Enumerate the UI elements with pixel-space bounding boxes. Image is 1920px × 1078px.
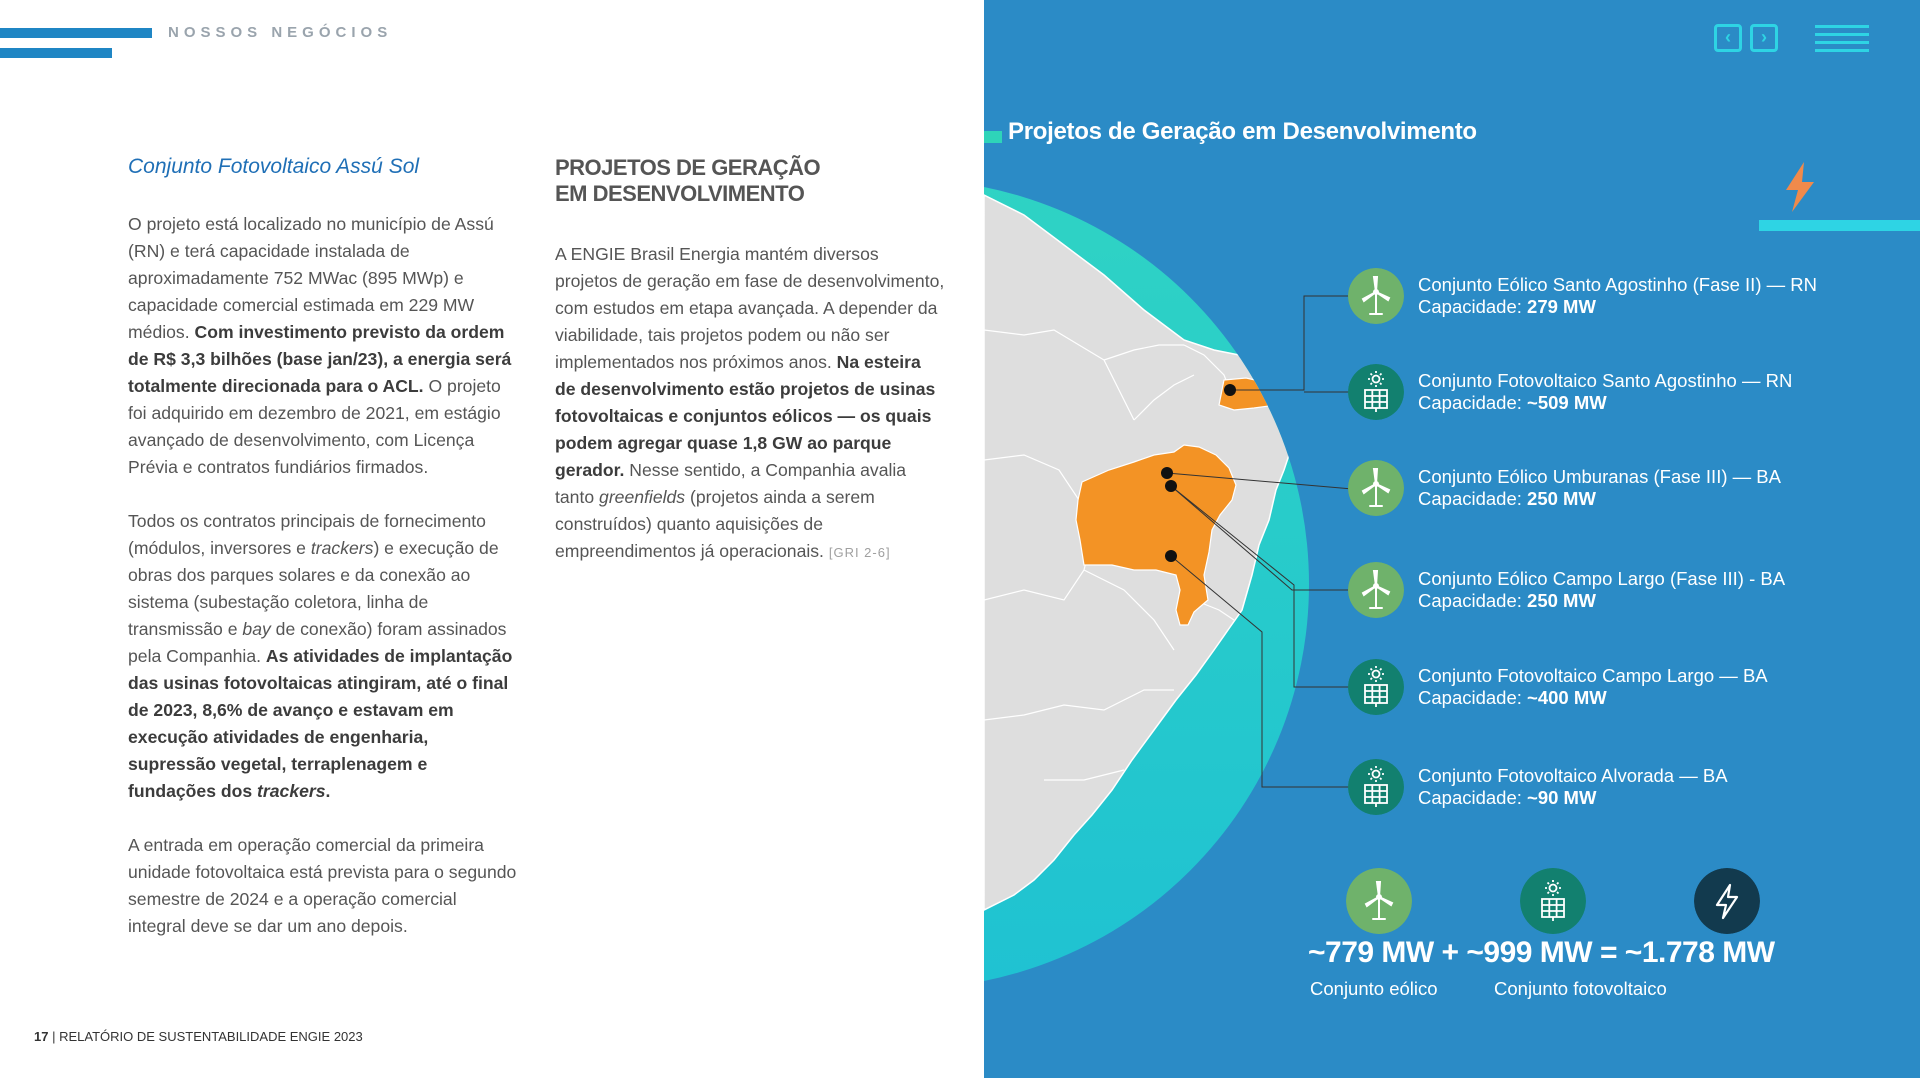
projetos-column [555,155,945,593]
gri-tag: [GRI 2-6] [828,545,891,560]
chevron-right-icon: › [1761,27,1767,47]
section-label: NOSSOS NEGÓCIOS [168,24,393,41]
chevron-left-icon: ‹ [1725,27,1731,47]
project-name: Conjunto Eólico Santo Agostinho (Fase II) — RN [1418,274,1817,295]
bolt-total-icon [1694,868,1760,934]
project-capacity: Capacidade: ~400 MW [1418,687,1607,708]
assu-column [128,155,518,967]
project-name: Conjunto Fotovoltaico Alvorada — BA [1418,765,1728,786]
solar-total-icon [1520,868,1586,934]
project-capacity: Capacidade: 250 MW [1418,488,1596,509]
solar-panel-icon [1348,659,1404,715]
project-capacity: Capacidade: 279 MW [1418,296,1596,317]
page-footer: 17 | RELATÓRIO DE SUSTENTABILIDADE ENGIE 2023 [34,1029,363,1044]
project-name: Conjunto Eólico Umburanas (Fase III) — BA [1418,466,1781,487]
right-title: Projetos de Geração em Desenvolvimento [1008,118,1477,145]
wind-total-icon [1346,868,1412,934]
wind-turbine-icon [1348,562,1404,618]
title-accent [984,131,1002,143]
assu-paragraph-3: A entrada em operação comercial da primeira unidade fotovoltaica está prevista para o segundo semestre de 2024 e a operação comercial integral deve se dar um ano depois. [128,835,517,936]
header-bar-top [0,28,152,38]
total-capacity: ~779 MW + ~999 MW = ~1.778 MW [1308,936,1775,969]
project-name: Conjunto Fotovoltaico Campo Largo — BA [1418,665,1768,686]
project-name: Conjunto Eólico Campo Largo (Fase III) - BA [1418,568,1786,589]
next-page-button[interactable] [1750,24,1778,52]
menu-button[interactable] [1815,25,1869,57]
wind-turbine-icon [1348,268,1404,324]
wind-total-label: Conjunto eólico [1310,978,1438,999]
prev-page-button[interactable] [1714,24,1742,52]
header-bar-bottom [0,48,112,58]
solar-panel-icon [1348,759,1404,815]
project-name: Conjunto Fotovoltaico Santo Agostinho — RN [1418,370,1793,391]
assu-heading: Conjunto Fotovoltaico Assú Sol [128,155,420,178]
page-number: 17 [34,1029,49,1044]
project-capacity: Capacidade: 250 MW [1418,590,1596,611]
wind-turbine-icon [1348,460,1404,516]
accent-line [1759,220,1920,231]
assu-paragraph-2: Todos os contratos principais de fornecimento (módulos, inversores e trackers) e execução de obras dos parques solares e da conexão ao sistema (subestação coletora, linha de transmissão e bay de conexão) foram assinados pela Companhia. As atividades de implantação das usinas fotovoltaicas atingiram, até o final de 2023, 8,6% de avanço e estavam em execução atividades de engenharia, supressão vegetal, terraplenagem e fundações dos trackers. [128,511,513,801]
assu-paragraph-1: O projeto está localizado no município de Assú (RN) e terá capacidade instalada de aproximadamente 752 MWac (895 MWp) e capacidade comercial estimada em 229 MW médios. Com investimento previsto da ordem de R$ 3,3 bilhões (base jan/23), a energia será totalmente direcionada para o ACL. O projeto foi adquirido em dezembro de 2021, em estágio avançado de desenvolvimento, com Licença Prévia e contratos fundiários firmados. [128,214,512,477]
solar-panel-icon [1348,364,1404,420]
project-capacity: Capacidade: ~90 MW [1418,787,1597,808]
projetos-heading: PROJETOS DE GERAÇÃO EM DESENVOLVIMENTO [555,155,821,206]
lightning-icon [1780,160,1820,216]
solar-total-label: Conjunto fotovoltaico [1494,978,1667,999]
project-capacity: Capacidade: ~509 MW [1418,392,1607,413]
report-title: RELATÓRIO DE SUSTENTABILIDADE ENGIE 2023 [59,1029,363,1044]
projetos-paragraph: A ENGIE Brasil Energia mantém diversos projetos de geração em fase de desenvolvimento, com estudos em etapa avançada. A depender da viabilidade, tais projetos podem ou não ser implementados nos próximos anos. Na esteira de desenvolvimento estão projetos de usinas fotovoltaicas e conjuntos eólicos — os quais podem agregar quase 1,8 GW ao parque gerador. Nesse sentido, a Companhia avalia tanto greenfields (projetos ainda a serem construídos) quanto aquisições de empreendimentos já operacionais. [GRI 2-6] [555,244,945,561]
right-page [984,0,1920,1078]
